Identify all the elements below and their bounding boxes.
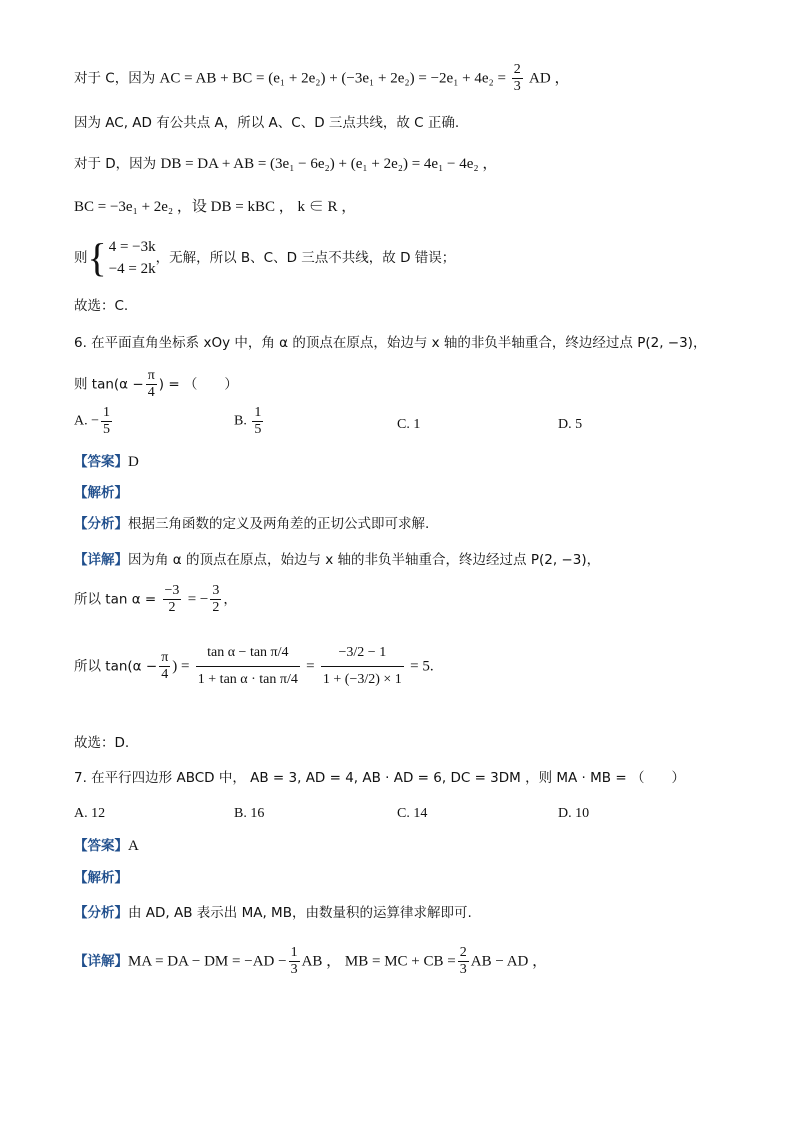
q7-xiangjie: 【详解】MA = DA − DM = −AD − $\frac{1}{3}$ AB ， MB = MC + CB = $\frac{2}{3}$ AB − AD ， <box>74 945 548 977</box>
choose-6: 故选：D. <box>74 735 130 751</box>
q6-option-a: A. − $\frac{1}{5}$ <box>74 405 111 437</box>
brace-icon: { <box>87 235 107 280</box>
d-bc: BC = −3e₁ + 2e₂ ，设 DB = kBC ， k ∈ R ， <box>74 199 357 215</box>
q6-option-c: C. 1 <box>397 417 421 432</box>
d-equation: DB = DA + AB = (3e₁ − 6e₂) + (e₁ + 2e₂) = 4e₁ − 4e₂ ， <box>160 156 498 172</box>
c-fraction: $\frac{2}{3}$ <box>513 62 521 94</box>
d-intro: 对于 D，因为 <box>74 156 157 172</box>
q6-tan-line: 所以 tan α = $\frac{-3}{2}$ = − $\frac{3}{2}$ ， <box>74 583 237 615</box>
q7-option-b: B. 16 <box>234 806 265 821</box>
q7-fenxi: 【分析】由 AD, AB 表示出 MA, MB，由数量积的运算律求解即可. <box>74 905 472 921</box>
q6-xiangjie: 【详解】因为角 α 的顶点在原点，始边与 x 轴的非负半轴重合，终边经过点 P(2, −3)， <box>74 552 601 568</box>
d-line <box>74 154 497 174</box>
q7-option-a: A. 12 <box>74 806 106 821</box>
d-system: 4 = −3k −4 = 2k <box>108 239 156 277</box>
q7-option-c: C. 14 <box>397 806 428 821</box>
choose-5: 故选：C. <box>74 298 129 314</box>
c-tail: AD ， <box>529 70 570 87</box>
q7-stem: 7. 在平行四边形 ABCD 中， AB = 3, AD = 4, AB · AD = 6, DC = 3DM ，则 MA · MB = （ ） <box>74 770 685 786</box>
d-conclusion: ，无解，所以 B、C、D 三点不共线，故 D 错误； <box>155 250 456 266</box>
q6-result-line: 所以 tan(α − $\frac{\pi}{4}$ ) = $\frac{\text{tan α − tan π/4}}{\text{1 + tan α · tan π/4}}$ = $\frac{-3/2 - 1}{1 + (-3/2) \times 1}$ = 5. <box>74 640 434 710</box>
q7-option-d: D. 10 <box>558 806 590 821</box>
pi-over-4: $\frac{\pi}{4}$ <box>147 368 155 400</box>
q6-answer: 【答案】D <box>74 454 139 470</box>
q6-option-d: D. 5 <box>558 417 583 432</box>
q6-fenxi: 【分析】根据三角函数的定义及两角差的正切公式即可求解. <box>74 516 430 532</box>
q6-option-b: B. $\frac{1}{5}$ <box>234 405 262 437</box>
c-line <box>74 62 569 95</box>
d-system-line <box>74 236 455 282</box>
q6-stem-2: 则 tan(α − $\frac{\pi}{4}$ ) = （ ） <box>74 368 238 400</box>
d-then: 则 <box>74 250 88 266</box>
q7-answer: 【答案】A <box>74 838 139 854</box>
q7-analysis-label: 【解析】 <box>74 870 128 886</box>
c-intro: 对于 C，因为 <box>74 70 156 87</box>
big-fraction-1: $\frac{\text{tan α − tan π/4}}{\text{1 + tan α · tan π/4}}$ <box>196 640 300 693</box>
q6-analysis-label: 【解析】 <box>74 485 128 501</box>
c-reason: 因为 AC, AD 有公共点 A，所以 A、C、D 三点共线，故 C 正确. <box>74 115 460 131</box>
q6-stem: 6. 在平面直角坐标系 xOy 中，角 α 的顶点在原点，始边与 x 轴的非负半轴重合，终边经过点 P(2, −3)， <box>74 335 707 351</box>
big-fraction-2: $\frac{-3/2 - 1}{1 + (-3/2) \times 1}$ <box>321 640 404 693</box>
c-equation: AC = AB + BC = (e₁ + 2e₂) + (−3e₁ + 2e₂) = −2e₁ + 4e₂ = <box>159 70 510 87</box>
